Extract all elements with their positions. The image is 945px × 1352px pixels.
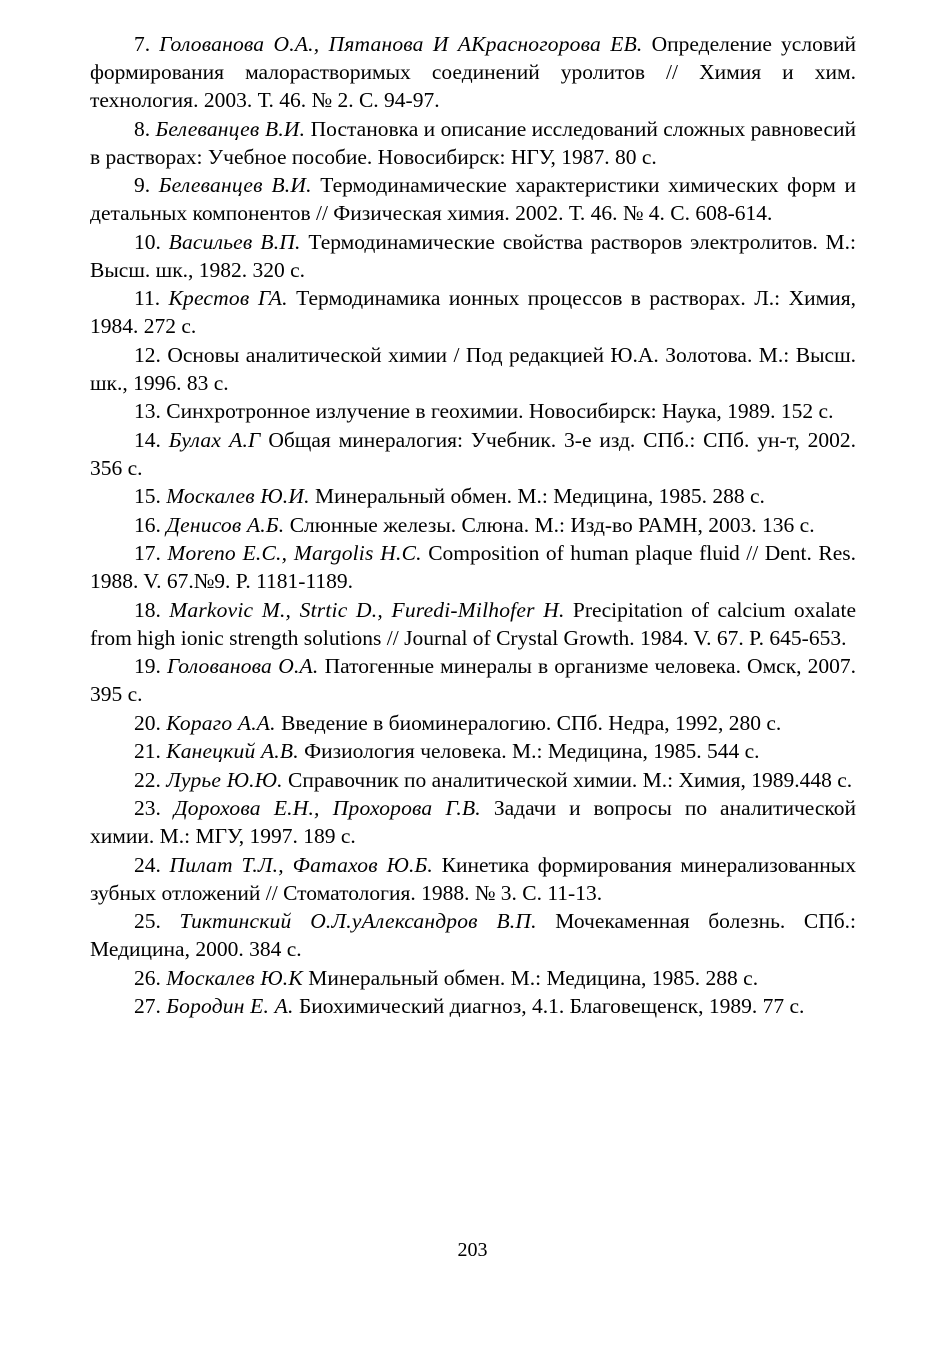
- reference-authors: Москалев Ю.К: [166, 965, 303, 990]
- reference-details: Минеральный обмен. М.: Медицина, 1985. 288 с.: [308, 965, 759, 990]
- reference-number: 10.: [134, 229, 161, 254]
- reference-item: [90, 284, 856, 340]
- reference-item: [90, 794, 856, 850]
- reference-authors: Москалев Ю.И.: [166, 484, 310, 508]
- reference-item: [90, 766, 856, 794]
- reference-number: 20.: [134, 710, 161, 735]
- reference-number: 25.: [134, 909, 161, 933]
- page-number: 203: [457, 1239, 488, 1261]
- reference-item: [90, 596, 856, 652]
- reference-details: Патогенные минералы в организме человека. Омск, 2007. 395 с.: [90, 654, 857, 706]
- reference-authors: Булах А.Г: [168, 427, 261, 452]
- reference-list: [90, 30, 856, 1020]
- reference-item: [90, 228, 856, 284]
- reference-authors: Голованова О.А.: [166, 654, 319, 678]
- reference-item: [90, 426, 856, 482]
- reference-number: 18.: [134, 597, 161, 622]
- reference-details: Минеральный обмен. М.: Медицина, 1985. 288 с.: [315, 484, 765, 508]
- reference-authors: Тиктинский О.Л.уАлександров В.П.: [179, 909, 537, 933]
- reference-number: 21.: [134, 739, 161, 763]
- reference-item: [90, 652, 856, 708]
- reference-number: 9.: [134, 173, 151, 197]
- reference-authors: Кораго А.А.: [166, 710, 276, 735]
- reference-number: 13.: [134, 399, 161, 423]
- reference-item: [90, 171, 856, 227]
- reference-number: 17.: [134, 541, 161, 565]
- reference-number: 8.: [134, 116, 151, 141]
- reference-details: Термодинамические свойства растворов электролитов. М.: Высш. шк., 1982. 320 с.: [90, 229, 857, 282]
- reference-authors: Бородин Е. А.: [166, 994, 294, 1018]
- reference-item: [90, 992, 856, 1020]
- reference-details: Определение условий формирования малорастворимых соединений уролитов // Химия и хим. технология. 2003. Т. 46. № 2. С. 94-97.: [90, 32, 856, 112]
- reference-authors: Лурье Ю.Ю.: [166, 767, 283, 792]
- reference-number: 24.: [134, 852, 161, 877]
- reference-details: Общая минералогия: Учебник. 3-е изд. СПб.: СПб. ун-т, 2002. 356 с.: [90, 427, 857, 480]
- reference-item: [90, 709, 856, 737]
- reference-authors: Голованова О.А., Пятанова И АКрасногорова ЕВ.: [159, 32, 643, 56]
- reference-details: Мочекаменная болезнь. СПб.: Медицина, 2000. 384 с.: [90, 909, 857, 961]
- reference-item: [90, 907, 856, 963]
- reference-number: 26.: [134, 965, 161, 990]
- reference-item: [90, 851, 856, 907]
- reference-item: [90, 964, 856, 992]
- reference-number: 7.: [134, 32, 151, 56]
- reference-authors: Moreno E.C., Margolis H.C.: [167, 541, 422, 565]
- reference-authors: Белеванцев В.И.: [155, 116, 306, 141]
- reference-details: Постановка и описание исследований сложных равновесий в растворах: Учебное пособие. Новосибирск: НГУ, 1987. 80 с.: [90, 116, 857, 169]
- document-page: [90, 30, 856, 1330]
- reference-authors: Дорохова Е.Н., Прохорова Г.В.: [173, 796, 481, 820]
- reference-number: 22.: [134, 767, 161, 792]
- reference-item: [90, 539, 856, 595]
- reference-number: 16.: [134, 512, 161, 537]
- reference-number: 19.: [134, 654, 161, 678]
- reference-details: Основы аналитической химии / Под редакцией Ю.А. Золотова. М.: Высш. шк., 1996. 83 с.: [90, 342, 856, 395]
- reference-details: Справочник по аналитической химии. М.: Химия, 1989.448 с.: [288, 767, 853, 792]
- reference-number: 11.: [134, 286, 161, 310]
- reference-authors: Васильев В.П.: [168, 229, 301, 254]
- reference-number: 14.: [134, 427, 161, 452]
- reference-item: [90, 115, 856, 171]
- reference-item: [90, 397, 856, 425]
- reference-details: Задачи и вопросы по аналитической химии. М.: МГУ, 1997. 189 с.: [90, 796, 857, 848]
- reference-authors: Белеванцев В.И.: [158, 173, 312, 197]
- reference-item: [90, 482, 856, 510]
- reference-number: 23.: [134, 796, 161, 820]
- reference-authors: Крестов ГА.: [168, 286, 288, 310]
- reference-authors: Пилат Т.Л., Фатахов Ю.Б.: [169, 852, 433, 877]
- reference-authors: Канецкий А.В.: [166, 739, 299, 763]
- reference-details: Физиология человека. М.: Медицина, 1985. 544 с.: [304, 739, 760, 763]
- reference-details: Термодинамика ионных процессов в растворах. Л.: Химия, 1984. 272 с.: [90, 286, 856, 338]
- reference-authors: Markovic M., Strtic D., Furedi-Milhofer H.: [169, 597, 565, 622]
- reference-item: [90, 737, 856, 765]
- reference-item: [90, 30, 856, 114]
- reference-details: Термодинамические характеристики химических форм и детальных компонентов // Физическая химия. 2002. Т. 46. № 4. С. 608-614.: [90, 173, 857, 225]
- reference-details: Биохимический диагноз, 4.1. Благовещенск, 1989. 77 с.: [298, 994, 805, 1018]
- reference-item: [90, 511, 856, 539]
- reference-item: [90, 341, 856, 397]
- reference-details: Синхротронное излучение в геохимии. Новосибирск: Наука, 1989. 152 с.: [166, 399, 834, 423]
- reference-details: Слюнные железы. Слюна. М.: Изд-во РАМН, 2003. 136 с.: [289, 512, 815, 537]
- reference-number: 27.: [134, 994, 161, 1018]
- reference-details: Кинетика формирования минерализованных зубных отложений // Стоматология. 1988. № 3. С. 11-13.: [90, 852, 857, 905]
- reference-authors: Денисов А.Б.: [166, 512, 285, 537]
- reference-details: Composition of human plaque fluid // Dent. Res. 1988. V. 67.№9. P. 1181-1189.: [90, 541, 857, 593]
- reference-number: 12.: [134, 342, 161, 367]
- reference-number: 15.: [134, 484, 161, 508]
- reference-details: Precipitation of calcium oxalate from high ionic strength solutions // Journal of Crystal Growth. 1984. V. 67. P. 645-653.: [90, 597, 856, 650]
- reference-details: Введение в биоминералогию. СПб. Недра, 1992, 280 с.: [281, 710, 782, 735]
